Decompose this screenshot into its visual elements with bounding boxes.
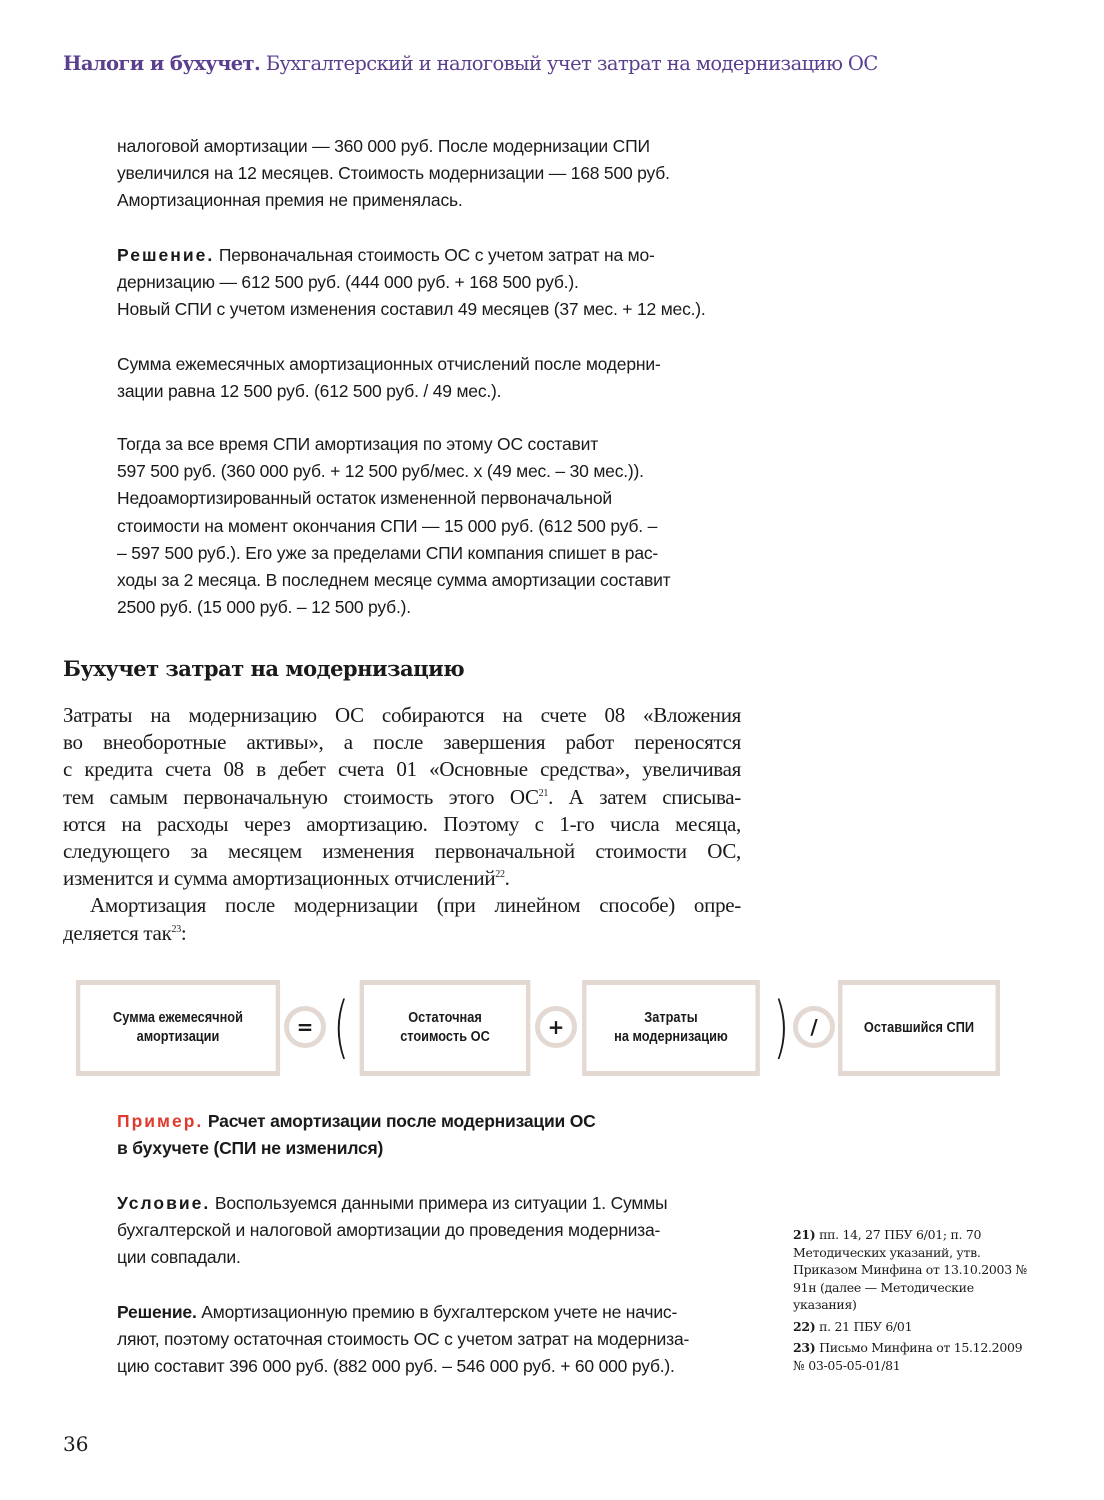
intro-paragraph [117,133,757,215]
condition-paragraph [117,1190,757,1272]
text-line: налоговой амортизации — 360 000 руб. После модернизации СПИ [117,136,650,156]
plus-icon: + [535,1006,577,1048]
example-title: в бухучете (СПИ не изменился) [117,1138,384,1159]
text-line: Затраты на модернизацию ОС собираются на счете 08 «Вложения [63,703,741,727]
header-title: Бухгалтерский и налоговый учет затрат на модернизацию ОС [265,52,878,75]
footnote-22: 22) п. 21 ПБУ 6/01 [793,1318,913,1334]
header-section: Налоги и бухучет. [63,52,261,75]
text-line: Амортизационную премию в бухгалтерском учете не начис- [196,1302,678,1322]
divide-icon: / [793,1006,835,1048]
text-line: Воспользуемся данными примера из ситуации 1. Суммы [210,1193,668,1213]
condition-label: Условие. [117,1193,211,1213]
text-line: деляется так$^{23}$: [63,920,187,945]
equals-icon: = [284,1006,326,1048]
text-line: изменится и сумма амортизационных отчислений$^{22}$. [63,866,510,891]
formula-box-remaining-life: Оставшийся СПИ [838,980,1000,1076]
text-line: тем самым первоначальную стоимость этого ОС$^{21}$. А затем списыва- [63,784,741,809]
footnote-ref-22[interactable]: 22 [495,869,505,881]
text-line: ходы за 2 месяца. В последнем месяце сумма амортизации составит [117,570,671,591]
close-paren-icon: ) [773,988,790,1067]
formula-box-residual-value: Остаточная стоимость ОС [360,980,531,1076]
solution2-paragraph [117,1299,757,1381]
depreciation-formula-diagram [62,980,1012,1076]
footnote-21: 21) пп. 14, 27 ПБУ 6/01; п. 70 Методических указаний, утв. Приказом Минфина от 13.10.2003 № 91н (далее — Методические указания) [793,1227,1028,1312]
solution-label: Решение. [117,1302,197,1322]
solution-paragraph [117,242,757,324]
text-line: ются на расходы через амортизацию. Поэтому с 1-го числа месяца, [63,811,741,836]
page-number: 36 [63,1432,89,1456]
total-paragraph [117,431,757,621]
running-header [63,52,878,75]
example-title: Расчет амортизации после модернизации ОС [203,1111,596,1131]
text-line: зации равна 12 500 руб. (612 500 руб. / 49 мес.). [117,381,502,402]
open-paren-icon: ( [333,988,350,1067]
text-line: Амортизация после модернизации (при линейном способе) опре- [90,893,741,918]
text-line: Амортизационная премия не применялась. [117,190,463,211]
formula-box-monthly-depreciation: Сумма ежемесячной амортизации [76,980,280,1076]
section-heading: Бухучет затрат на модернизацию [63,656,465,681]
text-line: Недоамортизированный остаток измененной первоначальной [117,488,612,509]
text-line: дернизацию — 612 500 руб. (444 000 руб. + 168 500 руб.). [117,272,579,293]
text-line: во внеоборотные активы», а после завершения работ переносятся [63,730,741,755]
text-line: Новый СПИ с учетом изменения составил 49 месяцев (37 мес. + 12 мес.). [117,299,706,320]
footnotes [793,1226,1033,1378]
text-line: стоимости на момент окончания СПИ — 15 000 руб. (612 500 руб. – [117,515,658,536]
text-line: с кредита счета 08 в дебет счета 01 «Основные средства», увеличивая [63,757,741,782]
text-line: Сумма ежемесячных амортизационных отчислений после модерни- [117,354,661,374]
text-line: – 597 500 руб.). Его уже за пределами СПИ компания спишет в рас- [117,542,659,563]
monthly-paragraph [117,351,757,405]
formula-box-modernization-costs: Затраты на модернизацию [582,980,760,1076]
text-line: ляют, поэтому остаточная стоимость ОС с учетом затрат на модерниза- [117,1329,690,1350]
text-line: увеличился на 12 месяцев. Стоимость модернизации — 168 500 руб. [117,163,670,184]
text-line: ции совпадали. [117,1247,241,1268]
solution-label: Решение. [117,245,215,265]
text-line: Первоначальная стоимость ОС с учетом затрат на мо- [214,245,655,265]
section-body [63,702,741,947]
text-line: Тогда за все время СПИ амортизация по этому ОС составит [117,434,599,454]
text-line: 2500 руб. (15 000 руб. – 12 500 руб.). [117,597,411,618]
example-heading [117,1108,757,1162]
text-line: бухгалтерской и налоговой амортизации до проведения модерниза- [117,1220,661,1241]
text-line: следующего за месяцем изменения первоначальной стоимости ОС, [63,839,741,864]
example-label: Пример. [117,1111,204,1131]
footnote-ref-23[interactable]: 23 [171,923,181,935]
text-line: цию составит 396 000 руб. (882 000 руб. – 546 000 руб. + 60 000 руб.). [117,1356,675,1377]
footnote-23: 23) Письмо Минфина от 15.12.2009 № 03-05-05-01/81 [793,1340,1023,1373]
footnote-ref-21[interactable]: 21 [538,787,549,799]
text-line: 597 500 руб. (360 000 руб. + 12 500 руб/мес. х (49 мес. – 30 мес.)). [117,461,644,482]
